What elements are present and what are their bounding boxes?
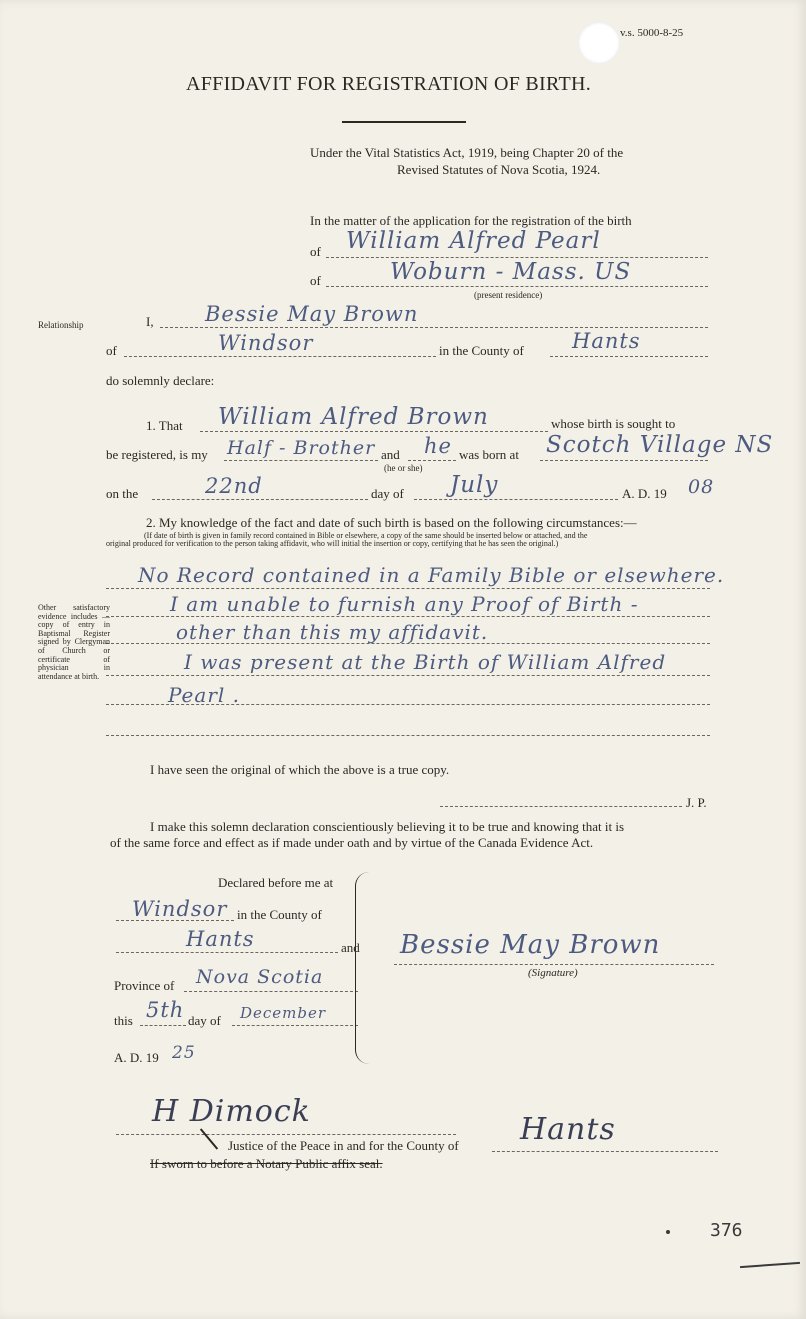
clause2-text: 2. My knowledge of the fact and date of such birth is based on the following circumstances:—	[146, 515, 637, 530]
circumstance-line	[106, 675, 710, 676]
declared-day: 5th	[146, 998, 185, 1022]
declared-province: Nova Scotia	[196, 966, 324, 988]
clause1-born-at: was born at	[459, 447, 519, 462]
declared-day-line	[140, 1025, 186, 1026]
seen-original-text: I have seen the original of which the above is a true copy.	[150, 762, 450, 777]
signature-stroke	[200, 1128, 218, 1149]
title-rule	[342, 121, 466, 123]
act-line-2: Revised Statutes of Nova Scotia, 1924.	[397, 162, 601, 177]
circumstance-line	[106, 735, 710, 736]
declared-county: Hants	[186, 927, 255, 951]
circumstance-text: I am unable to furnish any Proof of Birth -	[170, 592, 639, 616]
clause1-name-line	[200, 431, 548, 432]
child-name: William Alfred Pearl	[346, 228, 601, 254]
clause1-that: 1. That	[146, 418, 183, 433]
declared-ad: A. D. 19	[114, 1050, 159, 1065]
act-line-1: Under the Vital Statistics Act, 1919, being Chapter 20 of the	[310, 145, 624, 160]
circumstance-text: Pearl .	[168, 683, 240, 707]
day-line	[152, 499, 368, 500]
clause1-registered: be registered, is my	[106, 447, 208, 462]
punch-hole	[578, 22, 620, 64]
residence: Woburn - Mass. US	[390, 259, 632, 285]
declared-town: Windsor	[132, 897, 228, 921]
clause1-and: and	[381, 447, 400, 462]
declarant-name-line	[160, 327, 708, 328]
declared-county-line	[116, 952, 338, 953]
matter-of-label: of	[310, 244, 321, 259]
declaration-brace	[355, 872, 370, 1064]
clause1-pronoun: he	[424, 434, 452, 458]
declared-month: December	[240, 1004, 327, 1022]
month-line	[414, 499, 618, 500]
declare-text: do solemnly declare:	[106, 373, 215, 388]
declarant-county: Hants	[572, 329, 641, 353]
signature-caption: (Signature)	[528, 967, 578, 979]
declarant-of-label: of	[106, 343, 117, 358]
declared-year: 25	[172, 1043, 196, 1063]
clause1-whose: whose birth is sought to	[551, 416, 676, 431]
clause1-birthplace: Scotch Village NS	[546, 432, 774, 458]
clause2-note-1: (If date of birth is given in family record contained in Bible or elsewhere, a copy of the same should be inserted below or attached, and the	[144, 531, 588, 540]
residence-caption: (present residence)	[474, 290, 543, 300]
declarant-signature: Bessie May Brown	[400, 930, 661, 960]
clause1-year: 08	[688, 476, 715, 498]
circumstance-text: No Record contained in a Family Bible or elsewhere.	[138, 563, 725, 587]
matter-intro: In the matter of the application for the registration of the birth	[310, 213, 632, 228]
pencil-mark	[740, 1262, 800, 1268]
pronoun-line	[408, 460, 456, 461]
residence-line	[326, 286, 708, 287]
clause1-name: William Alfred Brown	[218, 404, 489, 430]
stamp-dot	[666, 1230, 670, 1234]
clause1-on-the: on the	[106, 486, 139, 501]
clause2-note-2: original produced for verification to the person taking affidavit, who will initial the insertion or copy, certifying that he has seen the original.)	[106, 539, 559, 548]
justice-label: Justice of the Peace in and for the County of	[228, 1138, 459, 1153]
justice-signature: H Dimock	[152, 1094, 311, 1129]
signature-line	[394, 964, 714, 965]
province-line	[184, 991, 358, 992]
birthplace-line	[540, 460, 708, 461]
solemn-line-1: I make this solemn declaration conscientiously believing it to be true and knowing that it is	[150, 819, 625, 834]
solemn-line-2: of the same force and effect as if made under oath and by virtue of the Canada Evidence Act.	[110, 835, 594, 850]
sidenote: Other satisfactory evidence includes —copy of entry in Baptismal Register signed by Clergyman of Church or certificate of physician in attendance at birth.	[38, 603, 110, 681]
clause1-day: 22nd	[205, 474, 263, 498]
justice-signature-line	[116, 1134, 456, 1135]
child-name-line	[326, 257, 708, 258]
jp-line	[440, 806, 682, 807]
province-label: Province of	[114, 978, 175, 993]
page-title: AFFIDAVIT FOR REGISTRATION OF BIRTH.	[186, 73, 592, 95]
justice-county-line	[492, 1151, 718, 1152]
circumstance-line	[106, 588, 710, 589]
town-line	[124, 356, 436, 357]
jp-label: J. P.	[686, 795, 707, 810]
clause1-month: July	[450, 472, 499, 498]
relation-line	[224, 460, 378, 461]
pronoun-caption: (he or she)	[384, 463, 423, 473]
declared-and: and	[341, 940, 360, 955]
form-code: v.s. 5000-8-25	[620, 27, 684, 39]
relationship-label: Relationship	[38, 320, 84, 330]
declared-day-of: day of	[188, 1013, 221, 1028]
notary-instruction: If sworn to before a Notary Public affix seal.	[150, 1156, 383, 1171]
residence-of-label: of	[310, 273, 321, 288]
this-label: this	[114, 1013, 133, 1028]
justice-county: Hants	[520, 1112, 616, 1147]
county-line	[550, 356, 708, 357]
record-number: 376	[710, 1220, 743, 1241]
circumstance-text: I was present at the Birth of William Alfred	[184, 650, 667, 674]
clause1-ad: A. D. 19	[622, 486, 667, 501]
declarant-town: Windsor	[218, 331, 314, 355]
county-label: in the County of	[439, 343, 524, 358]
declared-month-line	[232, 1025, 358, 1026]
circumstance-text: other than this my affidavit.	[176, 620, 489, 644]
clause1-relation: Half - Brother	[227, 437, 376, 459]
declarant-name: Bessie May Brown	[205, 302, 419, 326]
circumstance-line	[106, 616, 710, 617]
clause1-day-of: day of	[371, 486, 404, 501]
i-label: I,	[146, 314, 154, 329]
declared-county-label: in the County of	[237, 907, 322, 922]
declared-before: Declared before me at	[218, 875, 334, 890]
